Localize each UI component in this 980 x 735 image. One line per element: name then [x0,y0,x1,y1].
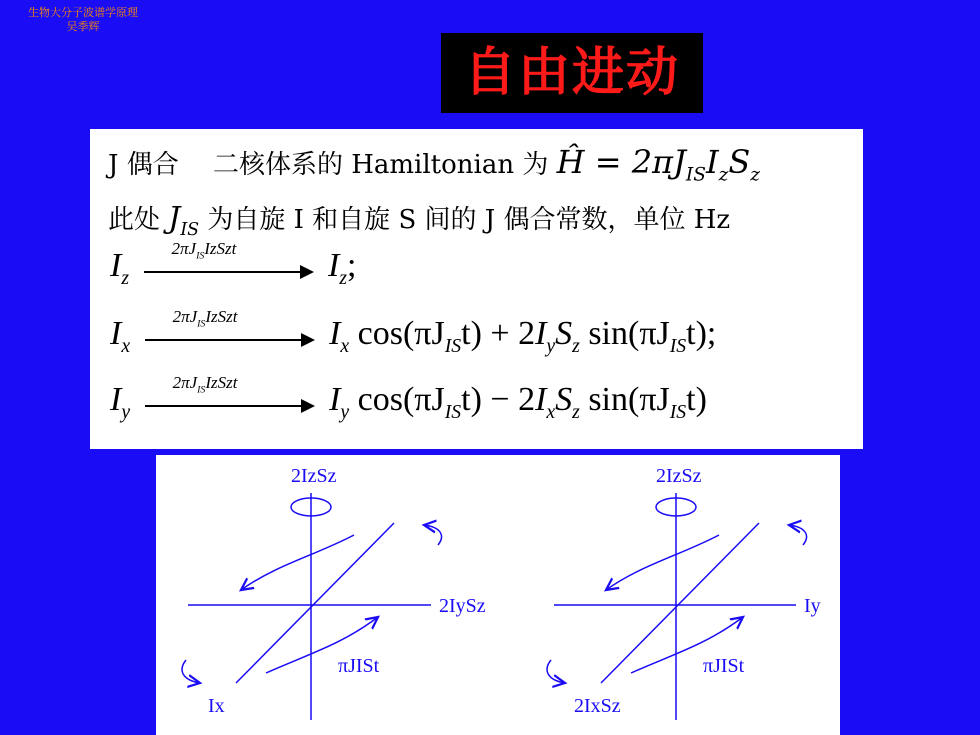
slide-title: 自由进动 [441,33,703,113]
left-rotation-diagram [182,493,441,720]
right-bottom-left-curl-icon [547,660,565,683]
left-bottom-left-curl-icon [182,660,200,683]
right-top-label: 2IzSz [656,465,702,487]
equation-panel [90,129,863,449]
vector-diagram-svg [156,455,840,735]
evolution-arrow: $2\pi J_{IS}IzSzt$ [145,385,315,419]
course-header [8,6,158,34]
left-angle-label: πJISt [338,655,380,677]
left-bottom-label: Ix [208,695,225,717]
evolution-equation-ix: $I_x$ $2\pi J_{IS}IzSzt$ $I_x$ $\cos(\pi J_{IS}t) + 2I_yS_z$ $\sin(\pi J_{IS}t)$; [110,307,717,357]
course-title: 生物大分子波谱学原理 [28,6,138,19]
right-upper-arrow [606,535,719,590]
left-top-label: 2IzSz [291,465,337,487]
evolution-equation-iz: $I_z$ $2\pi J_{IS}IzSzt$ $I_z$; [110,239,357,289]
left-right-label: 2IySz [439,595,486,617]
coupling-definition-line: 此处 $J_{IS}$ 为自旋 I 和自旋 S 间的 J 偶合常数，单位 Hz [108,201,731,240]
hamiltonian-line: J 偶合 二核体系的 Hamiltonian 为 Ĥ = $2\pi J_{IS}I_zS_z$ [108,143,761,186]
left-upper-arrow [241,535,354,590]
vector-diagram [156,455,840,735]
evolution-arrow: $2\pi J_{IS}IzSzt$ [145,319,315,353]
evolution-arrow: $2\pi J_{IS}IzSzt$ [144,251,314,285]
right-top-right-curl-icon [789,525,807,545]
evolution-equation-iy: $I_y$ $2\pi J_{IS}IzSzt$ $I_y$ $\cos(\pi J_{IS}t) - 2I_xS_z$ $\sin(\pi J_{IS}t)$ [110,373,707,423]
right-angle-label: πJISt [703,655,745,677]
left-top-right-curl-icon [424,525,442,545]
right-right-label: Iy [804,595,821,617]
right-bottom-label: 2IxSz [574,695,621,717]
right-rotation-diagram [547,493,806,720]
author-name: 吴季辉 [66,20,100,33]
